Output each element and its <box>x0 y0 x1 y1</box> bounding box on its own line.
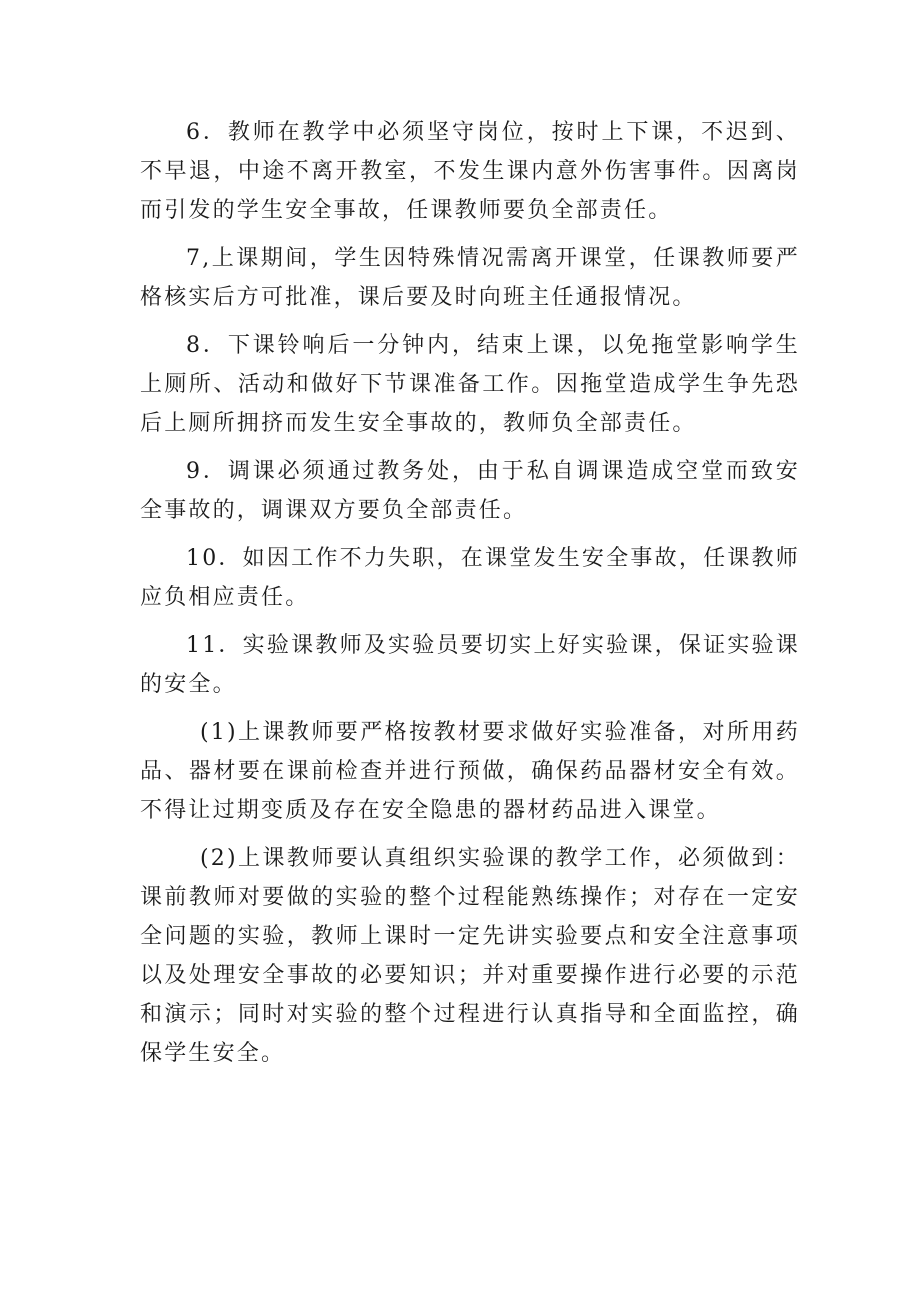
paragraph-rule-10: 10．如因工作不力失职，在课堂发生安全事故，任课教师应负相应责任。 <box>140 546 800 610</box>
paragraph-rule-6: 6．教师在教学中必须坚守岗位，按时上下课，不迟到、不早退，中途不离开教室，不发生课内意外伤害事件。因离岗而引发的学生安全事故，任课教师要负全部责任。 <box>140 120 800 223</box>
paragraph-rule-11-item-2: (2)上课教师要认真组织实验课的教学工作，必须做到：课前教师对要做的实验的整个过程能熟练操作；对存在一定安全问题的实验，教师上课时一定先讲实验要点和安全注意事项以及处理安全事故的必要知识；并对重要操作进行必要的示范和演示；同时对实验的整个过程进行认真指导和全面监控，确保学生安全。 <box>140 846 800 1066</box>
paragraph-rule-11-item-1: (1)上课教师要严格按教材要求做好实验准备，对所用药品、器材要在课前检查并进行预做，确保药品器材安全有效。不得让过期变质及存在安全隐患的器材药品进入课堂。 <box>140 720 800 823</box>
paragraph-rule-9: 9．调课必须通过教务处，由于私自调课造成空堂而致安全事故的，调课双方要负全部责任。 <box>140 459 800 523</box>
paragraph-rule-11: 11．实验课教师及实验员要切实上好实验课，保证实验课的安全。 <box>140 633 800 697</box>
document-body <box>140 113 800 1082</box>
paragraph-rule-7: 7,上课期间，学生因特殊情况需离开课堂，任课教师要严格核实后方可批准，课后要及时向班主任通报情况。 <box>140 246 800 310</box>
paragraph-rule-8: 8．下课铃响后一分钟内，结束上课，以免拖堂影响学生上厕所、活动和做好下节课准备工作。因拖堂造成学生争先恐后上厕所拥挤而发生安全事故的，教师负全部责任。 <box>140 333 800 436</box>
